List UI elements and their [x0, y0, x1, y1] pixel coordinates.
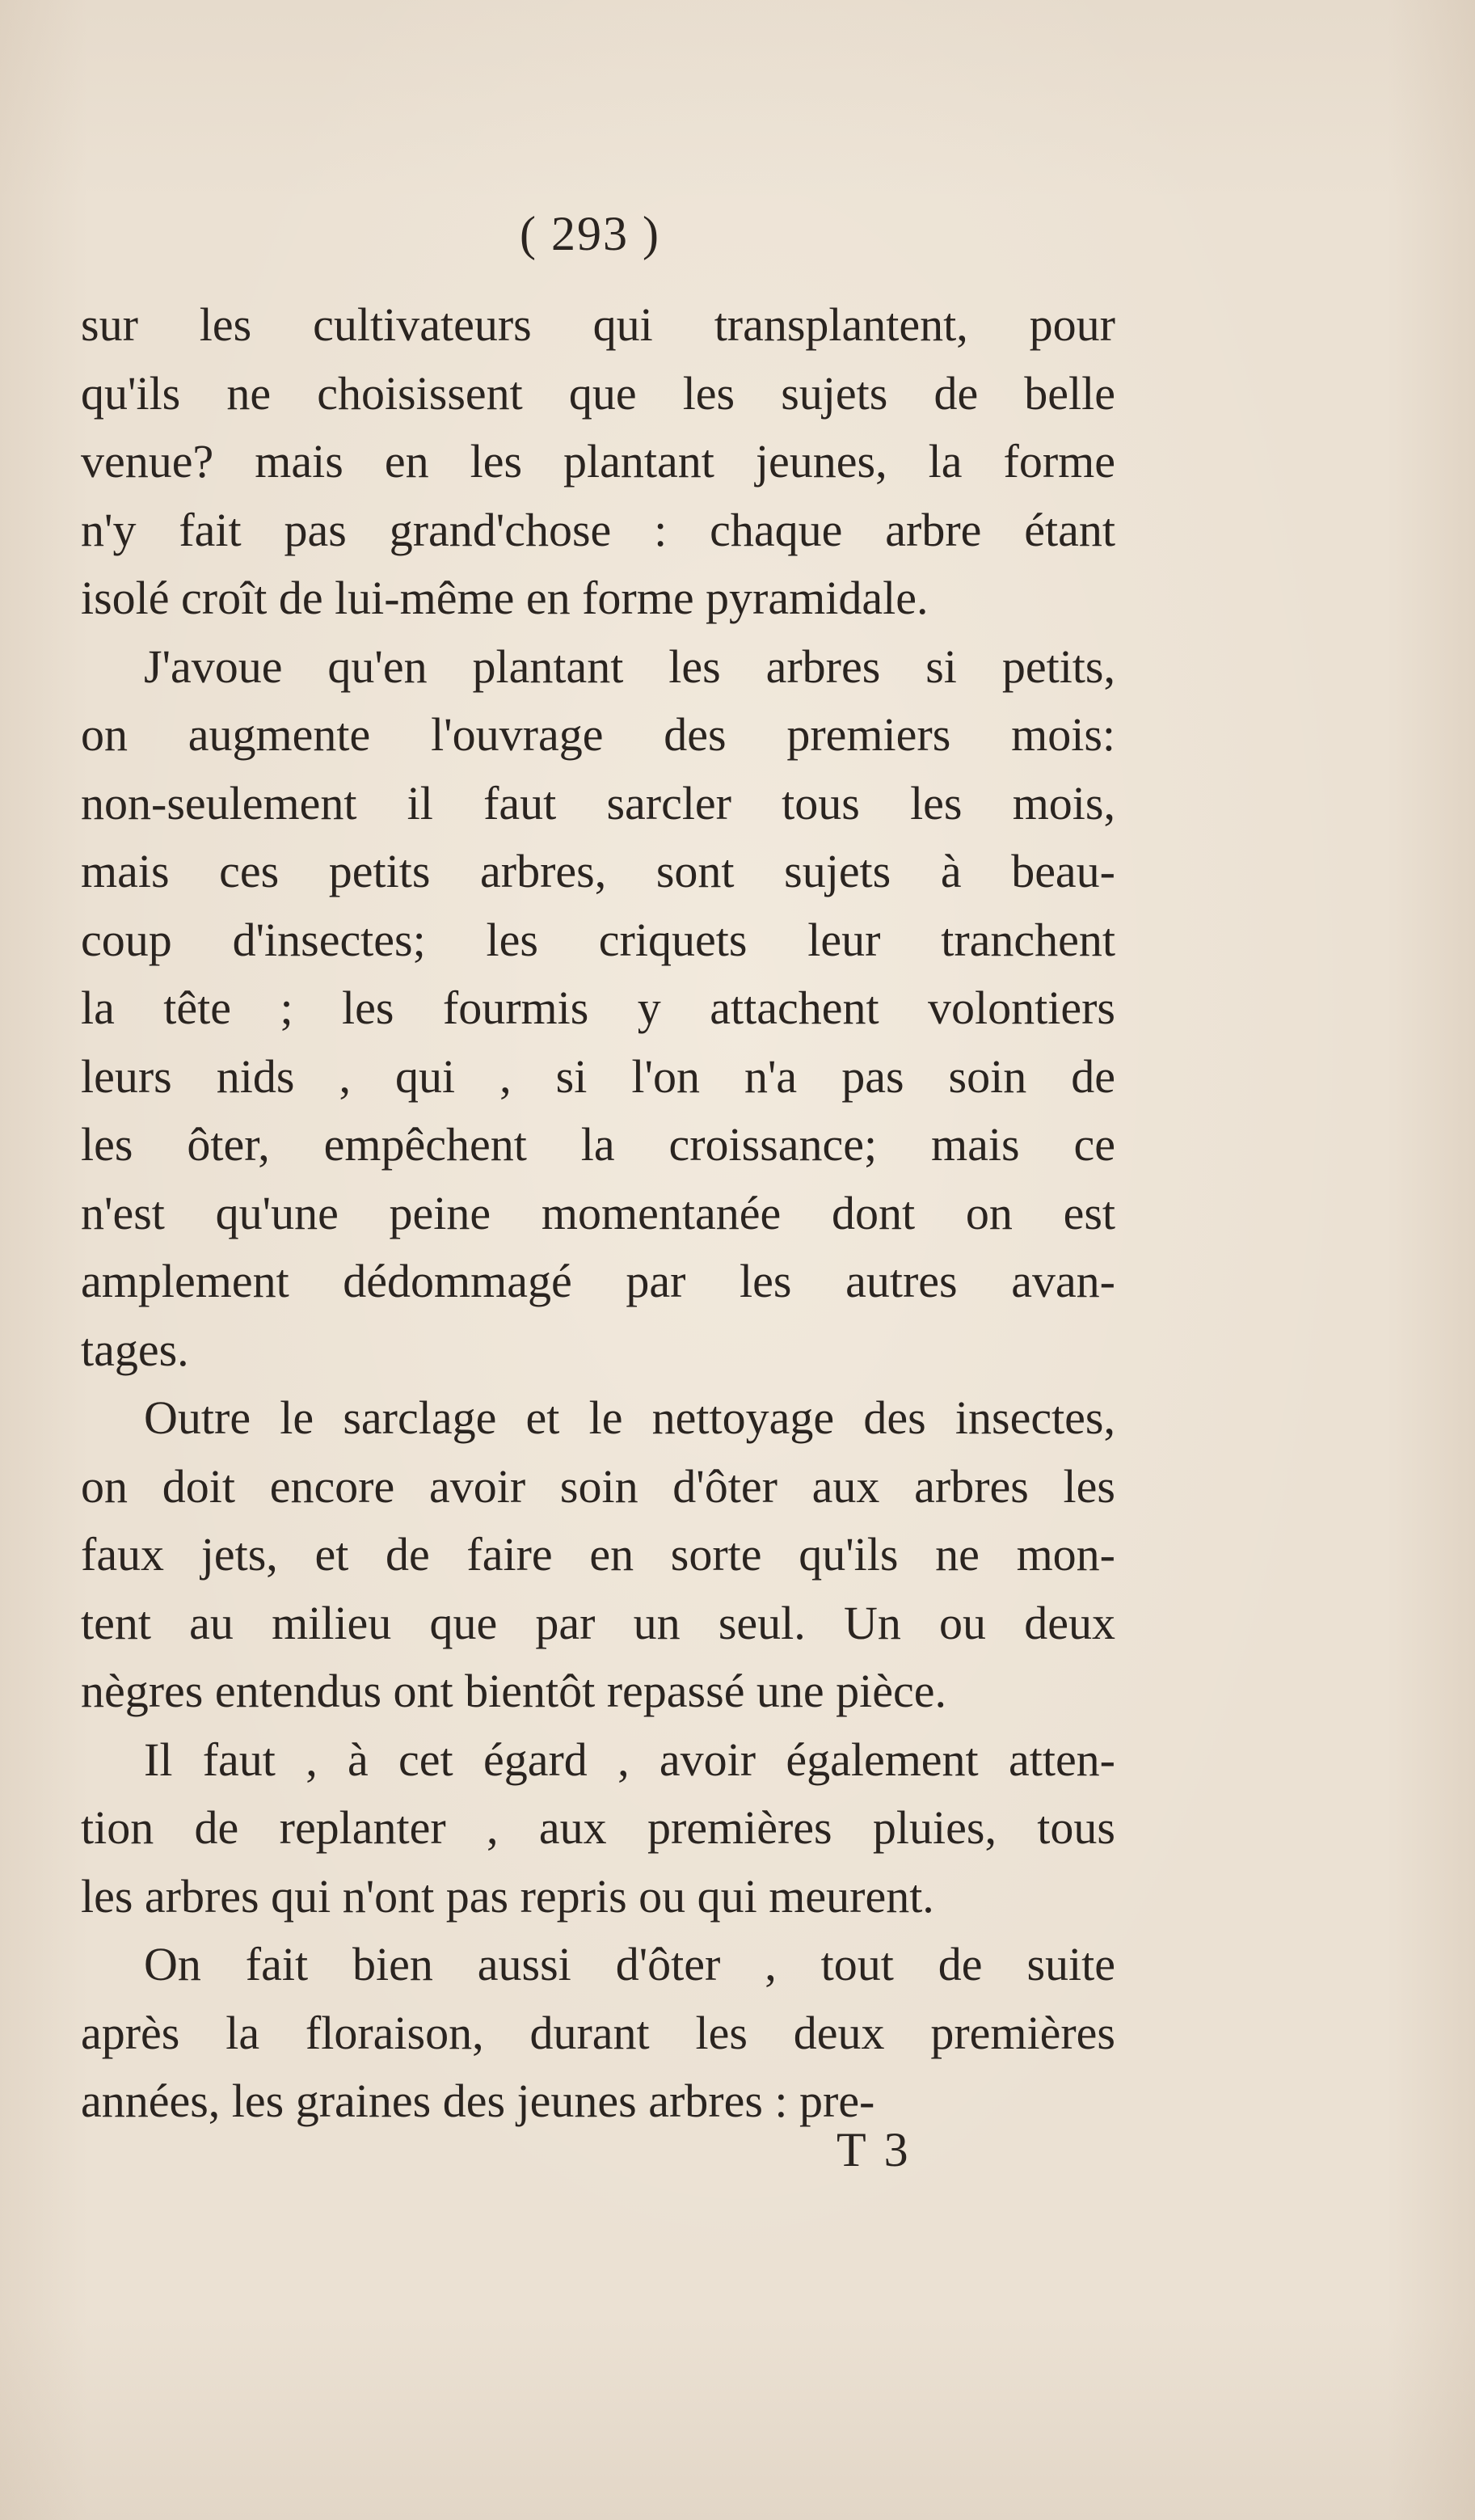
text-line: n'est qu'une peine momentanée dont on est: [81, 1186, 1115, 1239]
text-line: après la floraison, durant les deux premières: [81, 2006, 1115, 2059]
text-line: on doit encore avoir soin d'ôter aux arbres les: [81, 1459, 1115, 1513]
text-line: isolé croît de lui-même en forme pyramidale.: [81, 572, 929, 624]
text-line: nègres entendus ont bientôt repassé une pièce.: [81, 1665, 947, 1717]
text-line: On fait bien aussi d'ôter , tout de suite: [144, 1938, 1115, 1990]
text-line: les arbres qui n'ont pas repris ou qui meurent.: [81, 1869, 934, 1923]
text-line: Outre le sarclage et le nettoyage des insectes,: [144, 1391, 1115, 1444]
text-line: les ôter, empêchent la croissance; mais ce: [81, 1118, 1115, 1171]
text-line: Il faut , à cet égard , avoir également atten-: [144, 1733, 1115, 1786]
text-line: n'y fait pas grand'chose : chaque arbre étant: [81, 503, 1115, 556]
text-line: la tête ; les fourmis y attachent volontiers: [81, 981, 1115, 1034]
text-line: tent au milieu que par un seul. Un ou deux: [81, 1596, 1115, 1649]
page-number-header: ( 293 ): [520, 207, 660, 260]
text-line: J'avoue qu'en plantant les arbres si petits,: [144, 639, 1115, 693]
text-line: faux jets, et de faire en sorte qu'ils ne mon-: [81, 1528, 1115, 1581]
body-text: [81, 291, 1115, 2136]
text-line: qu'ils ne choisissent que les sujets de belle: [81, 366, 1115, 420]
text-line: années, les graines des jeunes arbres : pre-: [81, 2075, 875, 2127]
signature-mark: T 3: [837, 2123, 912, 2176]
text-line: mais ces petits arbres, sont sujets à beau-: [81, 845, 1115, 897]
text-line: leurs nids , qui , si l'on n'a pas soin de: [81, 1049, 1115, 1103]
text-line: non-seulement il faut sarcler tous les mois,: [81, 776, 1115, 829]
text-line: coup d'insectes; les criquets leur tranchent: [81, 913, 1115, 966]
text-line: sur les cultivateurs qui transplantent, pour: [81, 298, 1115, 351]
text-line: tages.: [81, 1323, 189, 1376]
text-line: amplement dédommagé par les autres avan-: [81, 1255, 1115, 1307]
text-line: venue? mais en les plantant jeunes, la forme: [81, 435, 1115, 488]
text-line: on augmente l'ouvrage des premiers mois:: [81, 708, 1115, 761]
text-line: tion de replanter , aux premières pluies, tous: [81, 1801, 1115, 1854]
